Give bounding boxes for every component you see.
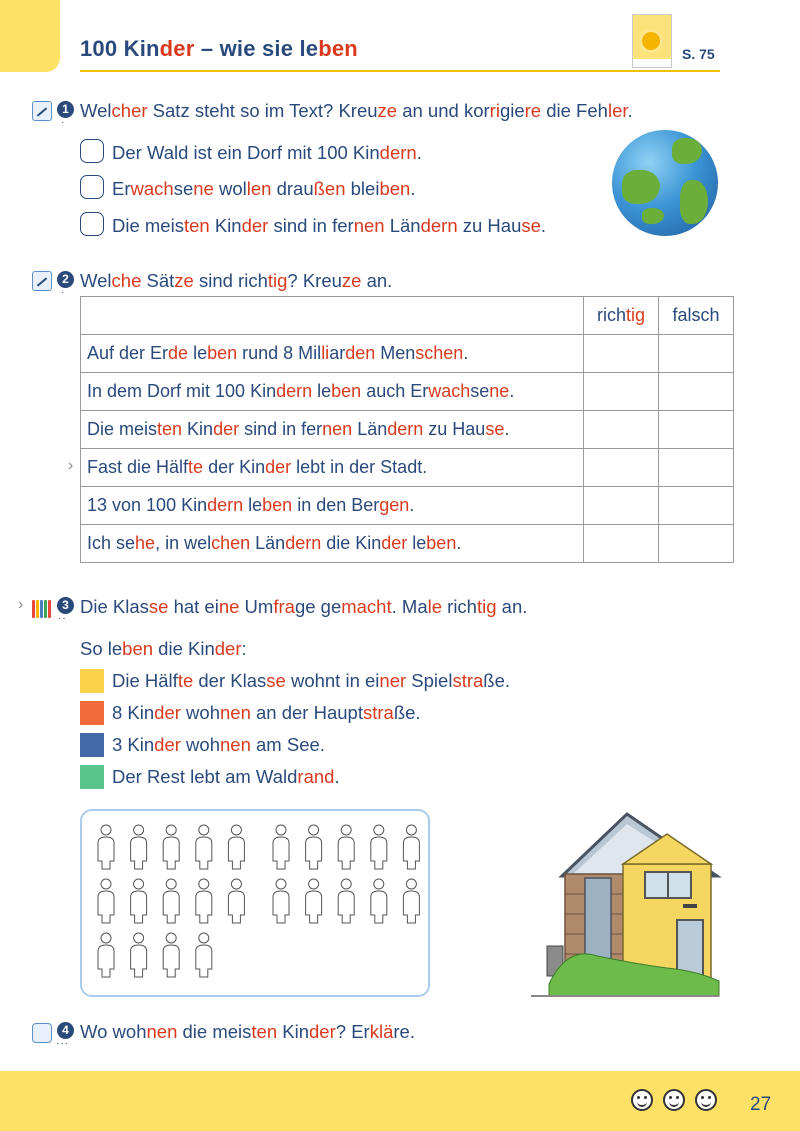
richtig-cell[interactable]	[584, 373, 659, 411]
falsch-cell[interactable]	[659, 411, 734, 449]
statement-cell: Auf der Erde leben rund 8 Milliarden Menschen.	[81, 335, 584, 373]
legend-text-1: Die Hälfte der Klasse wohnt in einer Spielstraße.	[112, 670, 511, 691]
child-figure[interactable]	[131, 825, 147, 869]
statement-cell: Die meisten Kinder sind in fernen Ländern zu Hause.	[81, 411, 584, 449]
chevron-right-icon: ›	[18, 596, 24, 613]
richtig-cell[interactable]	[584, 449, 659, 487]
statement-cell: Fast die Hälfte der Kinder lebt in der Stadt.	[81, 449, 584, 487]
true-false-table	[80, 296, 734, 563]
falsch-cell[interactable]	[659, 373, 734, 411]
richtig-cell[interactable]	[584, 411, 659, 449]
table-row	[81, 373, 734, 411]
child-figure[interactable]	[371, 879, 387, 923]
task-number-3: 3	[57, 597, 74, 614]
task-number-2: 2	[57, 271, 74, 288]
corner-tab	[0, 0, 60, 72]
child-figure[interactable]	[98, 879, 114, 923]
page-reference: S. 75	[682, 46, 715, 62]
table-header-row	[81, 297, 734, 335]
page-title: 100 Kinder – wie sie leben	[80, 36, 358, 61]
task3-prompt: Die Klasse hat eine Umfrage gemacht. Male richtig an.	[80, 596, 528, 617]
smiley-icon[interactable]	[631, 1089, 653, 1111]
smiley-icon[interactable]	[695, 1089, 717, 1111]
child-figure[interactable]	[131, 933, 147, 977]
statement-cell: Ich sehe, in welchen Ländern die Kinder leben.	[81, 525, 584, 563]
child-figure[interactable]	[196, 879, 212, 923]
checkbox-statement-3[interactable]	[80, 212, 104, 236]
task4-prompt: Wo wohnen die meisten Kinder? Erkläre.	[80, 1021, 415, 1042]
child-figure[interactable]	[306, 879, 322, 923]
child-figure[interactable]	[228, 825, 244, 869]
checkbox-statement-1[interactable]	[80, 139, 104, 163]
richtig-cell[interactable]	[584, 335, 659, 373]
falsch-cell[interactable]	[659, 525, 734, 563]
child-figure[interactable]	[338, 879, 354, 923]
legend-swatch-yellow	[80, 669, 104, 693]
legend-text-4: Der Rest lebt am Waldrand.	[112, 766, 340, 787]
house-illustration	[527, 806, 722, 1001]
smiley-icon[interactable]	[663, 1089, 685, 1111]
child-figure[interactable]	[98, 933, 114, 977]
child-figure[interactable]	[228, 879, 244, 923]
survey-intro: So leben die Kinder:	[80, 638, 247, 659]
book-cover-thumbnail	[632, 14, 672, 68]
page-number: 27	[750, 1094, 772, 1115]
statement-cell: In dem Dorf mit 100 Kindern leben auch Erwachsene.	[81, 373, 584, 411]
legend-text-2: 8 Kinder wohnen an der Hauptstraße.	[112, 702, 421, 723]
sun-icon	[642, 32, 660, 50]
table-row	[81, 335, 734, 373]
speech-bubble-icon	[32, 1023, 52, 1043]
child-figure[interactable]	[403, 879, 419, 923]
chevron-right-icon: ›	[68, 457, 74, 474]
child-figure[interactable]	[98, 825, 114, 869]
child-figure[interactable]	[196, 825, 212, 869]
table-row	[81, 525, 734, 563]
legend-text-3: 3 Kinder wohnen am See.	[112, 734, 325, 755]
task1-prompt: Welcher Satz steht so im Text? Kreuze an und korrigiere die Fehler.	[80, 100, 633, 121]
pencil-check-icon	[32, 101, 52, 121]
richtig-cell[interactable]	[584, 487, 659, 525]
coloring-figures-box	[80, 809, 430, 997]
child-figure[interactable]	[163, 825, 179, 869]
pencil-check-icon	[32, 271, 52, 291]
child-figure[interactable]	[306, 825, 322, 869]
statement-header	[81, 297, 584, 335]
child-figure[interactable]	[371, 825, 387, 869]
child-figure[interactable]	[403, 825, 419, 869]
column-falsch: falsch	[659, 297, 734, 335]
child-figure[interactable]	[273, 879, 289, 923]
pencils-icon	[32, 598, 52, 618]
checkbox-statement-2[interactable]	[80, 175, 104, 199]
title-rule	[80, 70, 720, 72]
child-figure[interactable]	[273, 825, 289, 869]
child-figure[interactable]	[338, 825, 354, 869]
child-figures	[82, 811, 428, 995]
task2-prompt: Welche Sätze sind richtig? Kreuze an.	[80, 270, 393, 291]
child-figure[interactable]	[131, 879, 147, 923]
child-figure[interactable]	[163, 879, 179, 923]
child-figure[interactable]	[163, 933, 179, 977]
table-row	[81, 411, 734, 449]
table-row	[81, 487, 734, 525]
richtig-cell[interactable]	[584, 525, 659, 563]
child-figure[interactable]	[196, 933, 212, 977]
legend-swatch-orange	[80, 701, 104, 725]
legend-swatch-green	[80, 765, 104, 789]
task-number-1: 1	[57, 101, 74, 118]
falsch-cell[interactable]	[659, 335, 734, 373]
task-number-4: 4	[57, 1022, 74, 1039]
falsch-cell[interactable]	[659, 487, 734, 525]
column-richtig: richtig	[584, 297, 659, 335]
table-row	[81, 449, 734, 487]
globe-illustration	[612, 130, 718, 236]
falsch-cell[interactable]	[659, 449, 734, 487]
statement-cell: 13 von 100 Kindern leben in den Bergen.	[81, 487, 584, 525]
legend-swatch-blue	[80, 733, 104, 757]
